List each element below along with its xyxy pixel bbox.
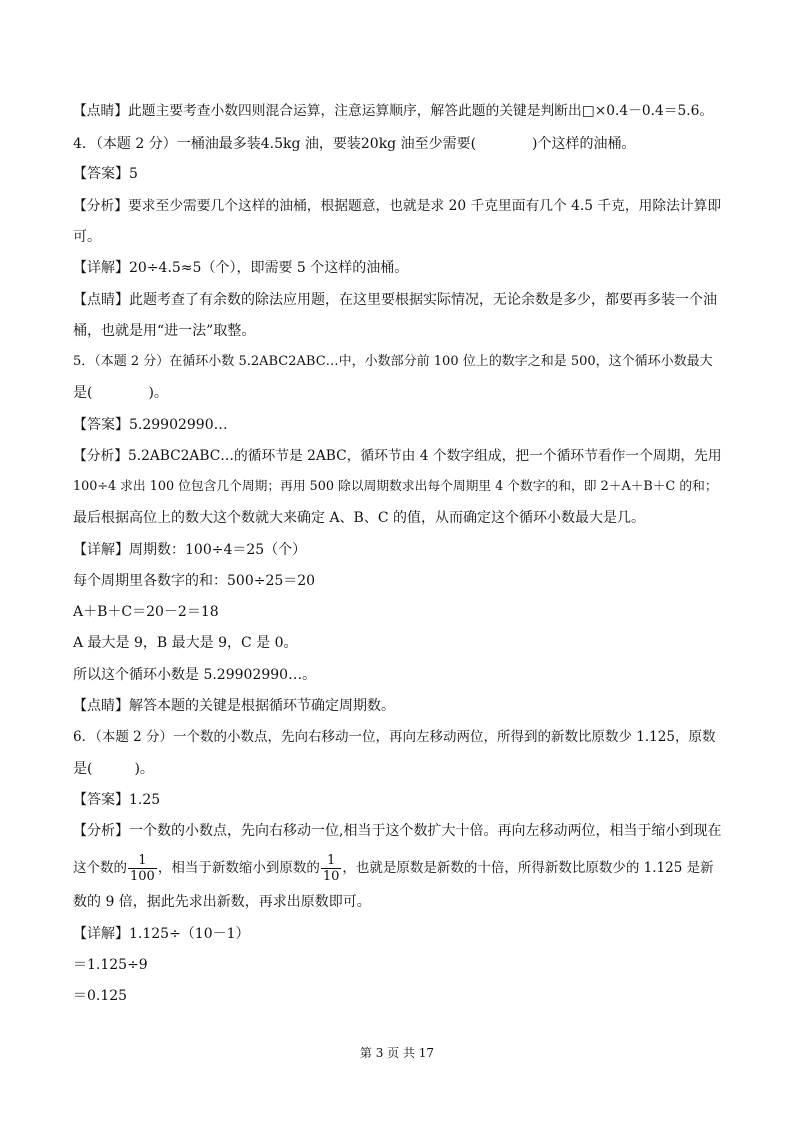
fraction-denominator: 100 <box>130 869 155 884</box>
analysis-line-with-fractions <box>73 853 714 884</box>
question-6: 6．（本题 2 分）一个数的小数点，先向右移动一位，再向左移动两位，所得到的新数比原数少 1.125，原数 <box>73 729 716 745</box>
detail-line: ＝1.125÷9 <box>73 957 148 973</box>
fraction-numerator: 1 <box>321 853 342 869</box>
detail-line: 【详解】周期数：100÷4＝25（个） <box>73 542 307 558</box>
question-5-cont: 是( )。 <box>73 385 168 401</box>
fraction-numerator: 1 <box>128 853 157 869</box>
answer-line: 【答案】1.25 <box>73 792 161 808</box>
detail-line: 【详解】20÷4.5≈5（个），即需要 5 个这样的油桶。 <box>73 260 409 276</box>
question-6-cont: 是( )。 <box>73 761 154 777</box>
remark-line: 【点睛】解答本题的关键是根据循环节确定周期数。 <box>73 698 395 714</box>
fraction-1-10 <box>321 853 342 884</box>
analysis-text: 这个数的 <box>73 860 127 876</box>
analysis-line: 最后根据高位上的数大这个数就大来确定 A、B、C 的值，从而确定这个循环小数最大是几。 <box>73 510 646 526</box>
remark-line: 桶，也就是用“进一法”取整。 <box>73 323 256 339</box>
answer-line: 【答案】5 <box>73 166 138 182</box>
fraction-denominator: 10 <box>322 869 340 884</box>
question-4: 4．（本题 2 分）一桶油最多装4.5kg 油，要装20kg 油至少需要( )个这样的油桶。 <box>73 136 636 152</box>
analysis-line: 【分析】一个数的小数点，先向右移动一位,相当于这个数扩大十倍。再向左移动两位，相当于缩小到现在 <box>73 823 722 839</box>
detail-line: ＝0.125 <box>73 988 128 1004</box>
analysis-line: 【分析】要求至少需要几个这样的油桶，根据题意，也就是求 20 千克里面有几个 4.5 千克，用除法计算即 <box>73 198 722 214</box>
analysis-line: 可。 <box>73 229 101 245</box>
detail-line: 【详解】1.125÷（10－1） <box>73 926 250 942</box>
analysis-line: 【分析】5.2ABC2ABC…的循环节是 2ABC，循环节由 4 个数字组成，把一个循环节看作一个周期，先用 <box>73 448 722 464</box>
answer-line: 【答案】5.29902990… <box>73 417 228 433</box>
text-line: 【点睛】此题主要考查小数四则混合运算，注意运算顺序，解答此题的关键是判断出□×0.4－0.4＝5.6。 <box>73 103 714 119</box>
analysis-text: ，相当于新数缩小到原数的 <box>157 860 320 876</box>
analysis-text: ，也就是原数是新数的十倍，所得新数比原数少的 1.125 是新 <box>342 860 714 876</box>
remark-line: 【点睛】此题考查了有余数的除法应用题，在这里要根据实际情况，无论余数是多少，都要再多装一个油 <box>73 292 717 308</box>
detail-line: A 最大是 9，B 最大是 9，C 是 0。 <box>73 635 298 651</box>
question-5: 5．（本题 2 分）在循环小数 5.2ABC2ABC…中，小数部分前 100 位上的数字之和是 500，这个循环小数最大 <box>73 354 713 369</box>
fraction-1-100 <box>128 853 157 884</box>
page-footer: 第 3 页 共 17 <box>359 1046 435 1060</box>
detail-line: A＋B＋C＝20－2＝18 <box>73 604 219 620</box>
detail-line: 所以这个循环小数是 5.29902990…。 <box>73 667 317 683</box>
analysis-line: 数的 9 倍，据此先求出新数，再求出原数即可。 <box>73 894 371 910</box>
detail-line: 每个周期里各数字的和：500÷25＝20 <box>73 573 316 589</box>
analysis-line: 100÷4 求出 100 位包含几个周期；再用 500 除以周期数求出每个周期里 4 个数字的和，即 2＋A＋B＋C 的和； <box>73 479 718 494</box>
